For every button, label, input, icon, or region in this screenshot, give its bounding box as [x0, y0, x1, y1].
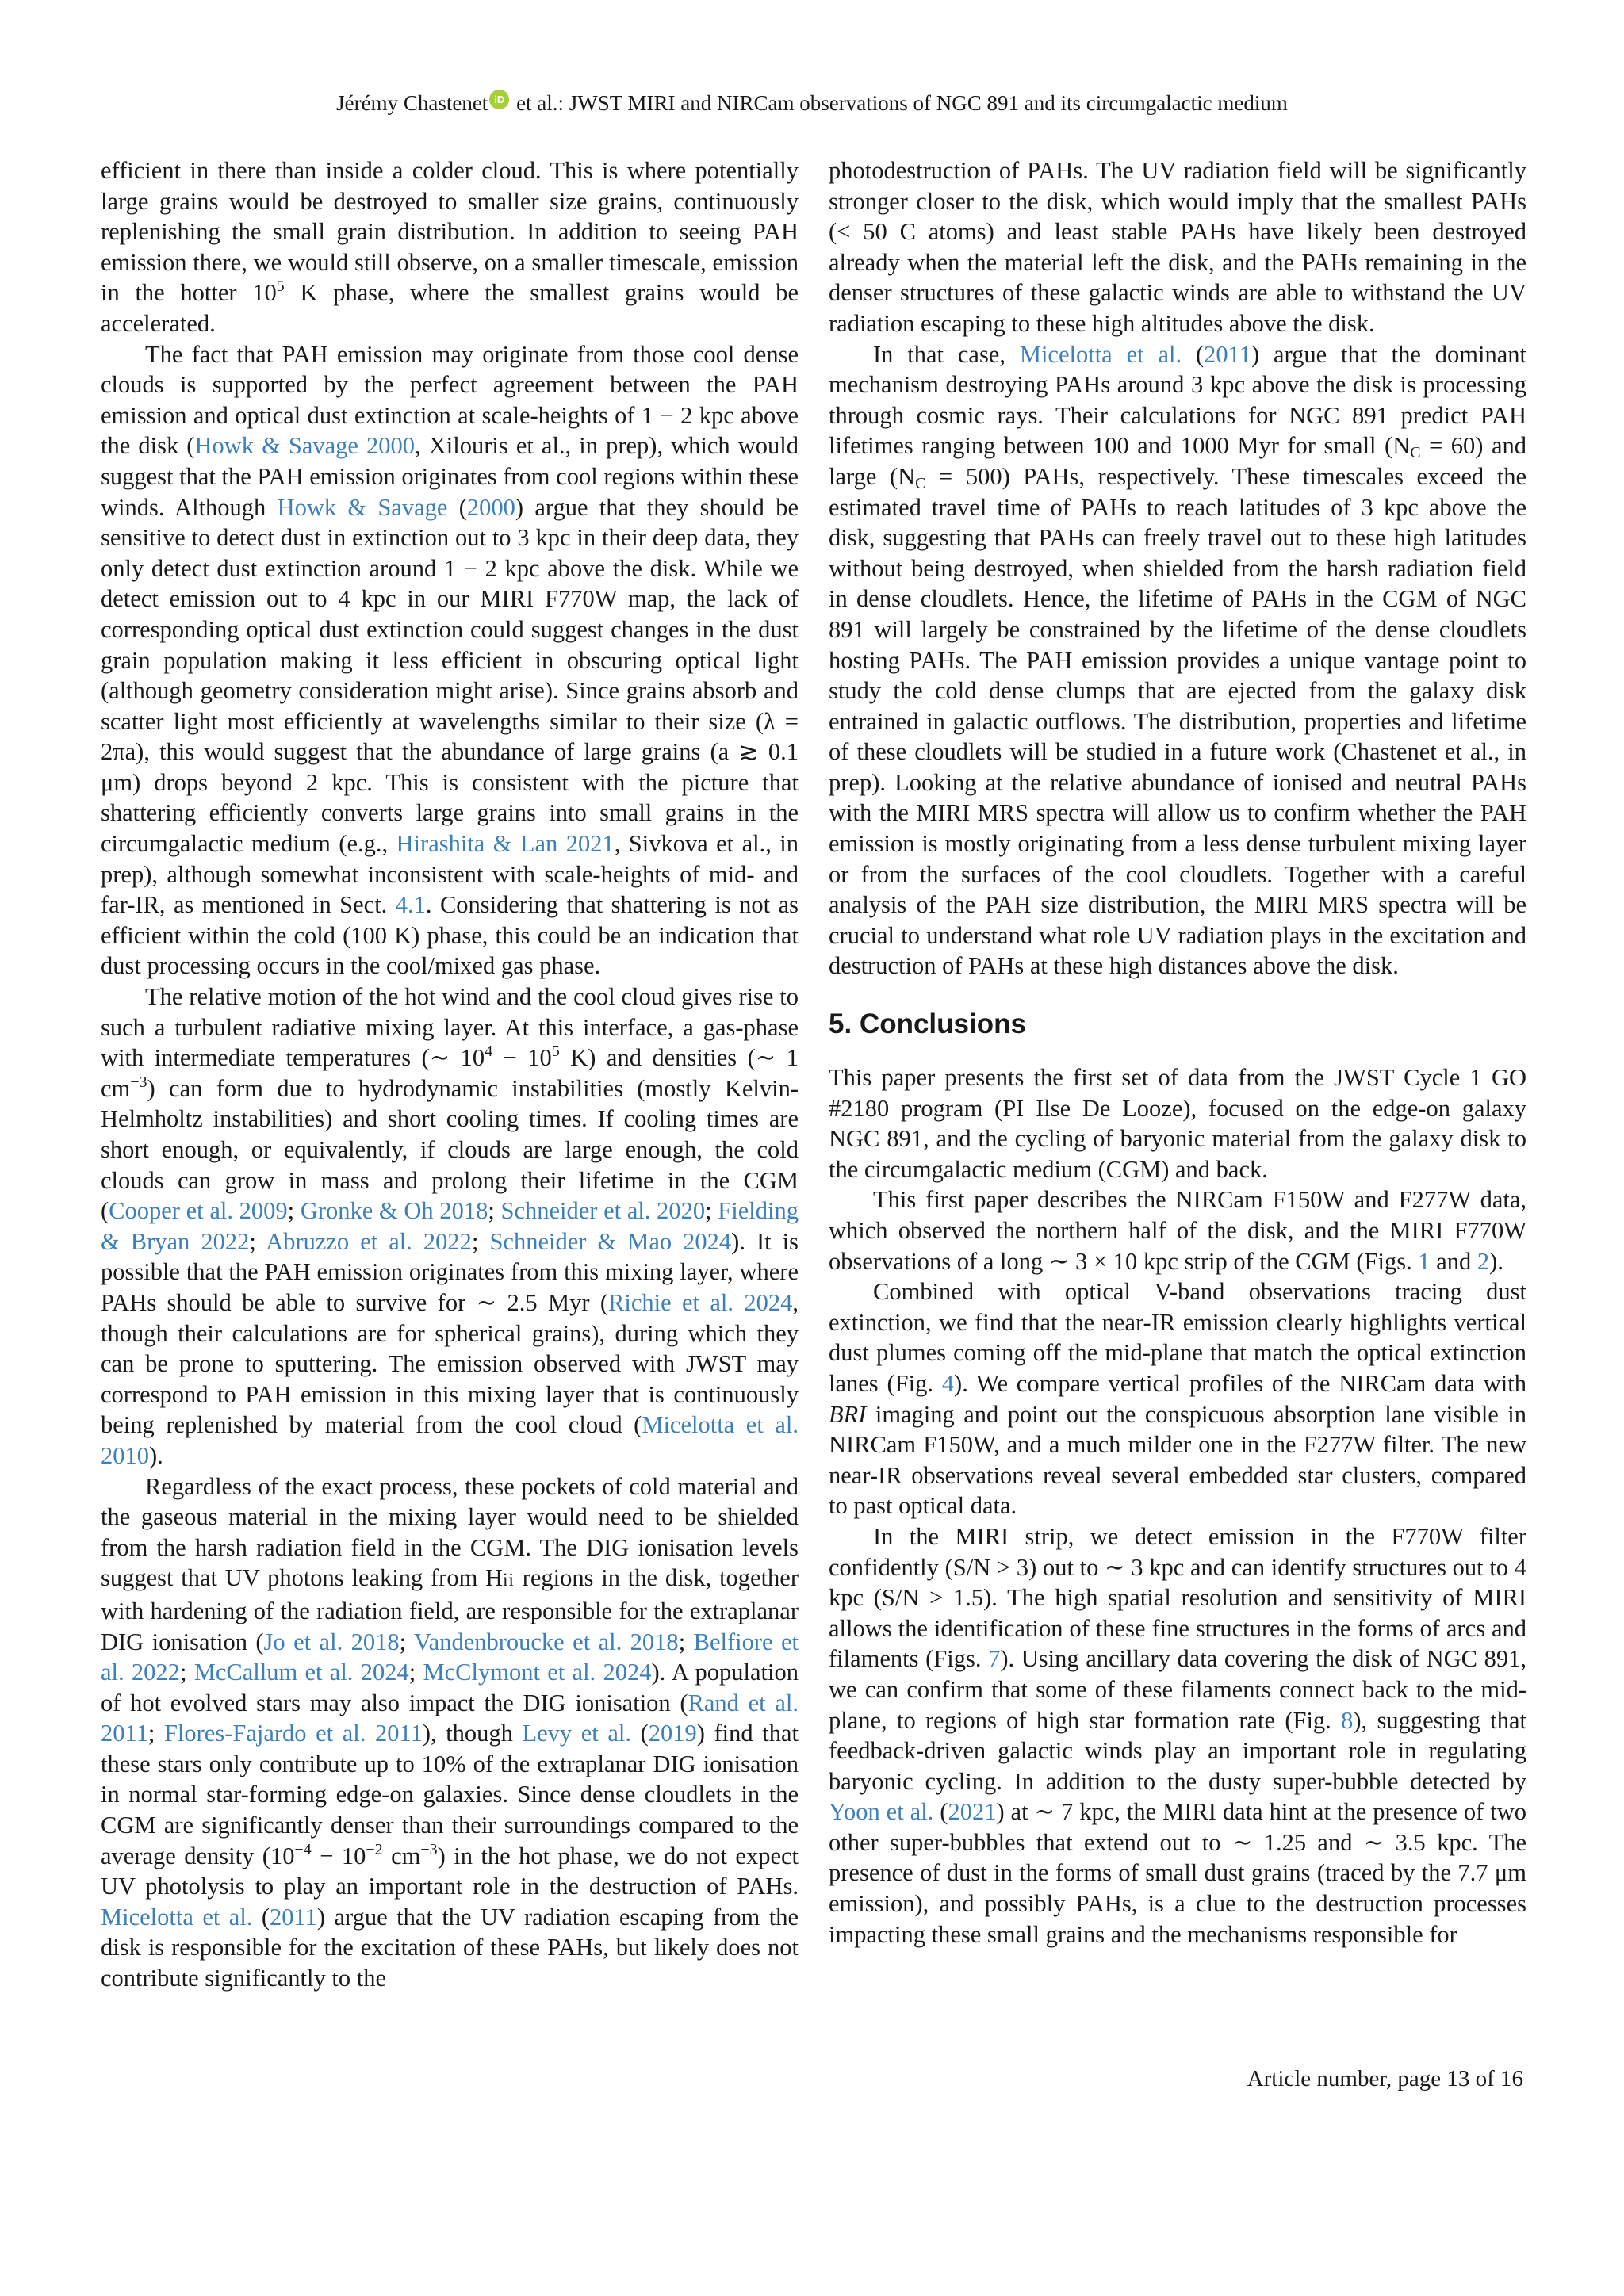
paragraph: The fact that PAH emission may originate from those cool dense clouds is supported by the perfect agreement between the PAH emission and optical dust extinction at scale-heights of 1 − 2 kpc above the disk (Howk & Savage 2000, Xilouris et al., in prep), which would suggest that the PAH emission originates from cool regions within these winds. Although Howk & Savage (2000) argue that they should be sensitive to detect dust in extinction out to 3 kpc in their deep data, they only detect dust extinction around 1 − 2 kpc above the disk. While we detect emission out to 4 kpc in our MIRI F770W map, the lack of corresponding optical dust extinction could suggest changes in the dust grain population making it less efficient in obscuring optical light (although geometry consideration might arise). Since grains absorb and scatter light most efficiently at wavelengths similar to their size (λ = 2πa), this would suggest that the abundance of large grains (a ≳ 0.1 μm) drops beyond 2 kpc. This is consistent with the picture that shattering efficiently converts large grains into small grains in the circumgalactic medium (e.g., Hirashita & Lan 2021, Sivkova et al., in prep), although somewhat inconsistent with scale-heights of mid- and far-IR, as mentioned in Sect. 4.1. Considering that shattering is not as efficient within the cold (100 K) phase, this could be an indication that dust processing occurs in the cool/mixed gas phase. [101, 340, 799, 980]
citation-link[interactable]: Schneider et al. 2020 [500, 1197, 706, 1225]
citation-link[interactable]: Richie et al. 2024 [608, 1288, 793, 1316]
header-title: et al.: JWST MIRI and NIRCam observations of NGC 891 and its circumgalactic medium [511, 91, 1288, 115]
citation-link[interactable]: Rand et al. 2011 [101, 1689, 799, 1747]
header-author: Jérémy Chastenet [336, 91, 488, 115]
paragraph: In that case, Micelotta et al. (2011) argue that the dominant mechanism destroying PAHs around 3 kpc above the disk is processing through cosmic rays. Their calculations for NGC 891 predict PAH lifetimes ranging between 100 and 1000 Myr for small $(N_C = 60)$ and large $(N_C = 500)$ PAHs, respectively. These timescales exceed the estimated travel time of PAHs to reach latitudes of 3 kpc above the disk, suggesting that PAHs can freely travel out to these high latitudes without being destroyed, when shielded from the harsh radiation field in dense cloudlets. Hence, the lifetime of PAHs in the CGM of NGC 891 will largely be constrained by the lifetime of the dense cloudlets hosting PAHs. The PAH emission provides a unique vantage point to study the cold dense clumps that are ejected from the galaxy disk entrained in galactic outflows. The distribution, properties and lifetime of these cloudlets will be studied in a future work (Chastenet et al., in prep). Looking at the relative abundance of ionised and neutral PAHs with the MIRI MRS spectra will allow us to confirm whether the PAH emission is mostly originating from a less dense turbulent mixing layer or from the surfaces of the cool cloudlets. Together with a careful analysis of the PAH size distribution, the MIRI MRS spectra will be crucial to understand what role UV radiation plays in the excitation and destruction of PAHs at these high distances above the disk. [829, 340, 1527, 980]
citation-link[interactable]: Schneider & Mao 2024 [489, 1227, 732, 1255]
citation-link[interactable]: Micelotta et al. [1019, 340, 1182, 368]
section-link[interactable]: 4.1 [395, 891, 426, 919]
figure-link[interactable]: 8 [1341, 1706, 1354, 1734]
citation-link[interactable]: Flores-Fajardo et al. 2011 [163, 1720, 423, 1747]
citation-link[interactable]: Jo et al. 2018 [263, 1628, 400, 1655]
figure-link[interactable]: 7 [988, 1645, 1001, 1673]
citation-link[interactable]: Micelotta et al. 2010 [101, 1411, 799, 1469]
section-heading: 5. Conclusions [829, 1008, 1026, 1040]
citation-link[interactable]: 2000 [466, 493, 515, 521]
citation-link[interactable]: 2011 [270, 1903, 317, 1931]
citation-link[interactable]: Fielding & Bryan 2022 [101, 1197, 799, 1255]
citation-link[interactable]: Howk & Savage [277, 493, 448, 521]
citation-link[interactable]: 2021 [948, 1798, 997, 1826]
paragraph: photodestruction of PAHs. The UV radiation field will be significantly stronger closer to the disk, which would imply that the smallest PAHs (< 50 C atoms) and least stable PAHs have likely been destroyed already when the material left the disk, and the PAHs remaining in the denser structures of these galactic winds are able to withstand the UV radiation escaping to these high altitudes above the disk. [829, 157, 1526, 337]
citation-link[interactable]: Howk & Savage 2000 [194, 432, 416, 460]
citation-link[interactable]: Micelotta et al. [101, 1903, 253, 1931]
left-column [101, 155, 799, 1994]
page-footer: Article number, page 13 of 16 [1247, 2066, 1523, 2091]
citation-link[interactable]: McClymont et al. 2024 [423, 1659, 652, 1686]
citation-link[interactable]: McCallum et al. 2024 [193, 1659, 409, 1686]
paragraph: Combined with optical V-band observations tracing dust extinction, we find that the near-IR emission clearly highlights vertical dust plumes coming off the mid-plane that match the optical extinction lanes (Fig. 4). We compare vertical profiles of the NIRCam data with BRI imaging and point out the conspicuous absorption lane visible in NIRCam F150W, and a much milder one in the F277W filter. The new near-IR observations reveal several embedded star clusters, compared to past optical data. [829, 1278, 1526, 1520]
citation-link[interactable]: 2011 [1204, 340, 1251, 368]
running-header [0, 89, 1624, 117]
paragraph: Regardless of the exact process, these pockets of cold material and the gaseous material in the mixing layer would need to be shielded from the harsh radiation field in the CGM. The DIG ionisation levels suggest that UV photons leaking from Hii regions in the disk, together with hardening of the radiation field, are responsible for the extraplanar DIG ionisation (Jo et al. 2018; Vandenbroucke et al. 2018; Belfiore et al. 2022; McCallum et al. 2024; McClymont et al. 2024). A population of hot evolved stars may also impact the DIG ionisation (Rand et al. 2011; Flores-Fajardo et al. 2011), though Levy et al. (2019) find that these stars only contribute up to 10% of the extraplanar DIG ionisation in normal star-forming edge-on galaxies. Since dense cloudlets in the CGM are significantly denser than their surroundings compared to the average density ($10^{-4} - 10^{-2}$ $cm^{-3}$) in the hot phase, we do not expect UV photolysis to play an important role in the destruction of PAHs. Micelotta et al. (2011) argue that the UV radiation escaping from the disk is responsible for the excitation of these PAHs, but likely does not contribute significantly to the [101, 1472, 799, 1992]
citation-link[interactable]: Yoon et al. [829, 1798, 934, 1826]
citation-link[interactable]: Gronke & Oh 2018 [300, 1197, 488, 1225]
citation-link[interactable]: 2019 [648, 1720, 697, 1747]
figure-link[interactable]: 1 [1418, 1247, 1431, 1275]
paragraph: This first paper describes the NIRCam F150W and F277W data, which observed the northern half of the disk, and the MIRI F770W observations of a long ∼ 3 × 10 kpc strip of the CGM (Figs. 1 and 2). [829, 1186, 1526, 1275]
right-column [829, 155, 1526, 1950]
paragraph: In the MIRI strip, we detect emission in the F770W filter confidently (S/N > 3) out to ∼ 3 kpc and can identify structures out to 4 kpc (S/N > 1.5). The high spatial resolution and sensitivity of MIRI allows the identification of these fine structures in the forms of arcs and filaments (Figs. 7). Using ancillary data covering the disk of NGC 891, we can confirm that some of these filaments connect back to the mid-plane, to regions of high star formation rate (Fig. 8), suggesting that feedback-driven galactic winds play an important role in regulating baryonic cycling. In addition to the dusty super-bubble detected by Yoon et al. (2021) at ∼ 7 kpc, the MIRI data hint at the presence of two other super-bubbles that extend out to ∼ 1.25 and ∼ 3.5 kpc. The presence of dust in the forms of small dust grains (traced by the 7.7 μm emission), and possibly PAHs, is a clue to the destruction processes impacting these small grains and the mechanisms responsible for [829, 1522, 1526, 1948]
figure-link[interactable]: 2 [1477, 1247, 1490, 1275]
citation-link[interactable]: Levy et al. [522, 1720, 632, 1747]
citation-link[interactable]: Hirashita & Lan 2021 [396, 830, 615, 858]
citation-link[interactable]: Cooper et al. 2009 [109, 1197, 288, 1225]
paragraph: The relative motion of the hot wind and the cool cloud gives rise to such a turbulent radiative mixing layer. At this interface, a gas-phase with intermediate temperatures (∼ $10^4 - 10^5$ K) and densities (∼ 1 $cm^{-3}$) can form due to hydrodynamic instabilities (mostly Kelvin-Helmholtz instabilities) and short cooling times. If cooling times are short enough, or equivalently, if clouds are large enough, the cold clouds can grow in mass and prolong their lifetime in the CGM (Cooper et al. 2009; Gronke & Oh 2018; Schneider et al. 2020; Fielding & Bryan 2022; Abruzzo et al. 2022; Schneider & Mao 2024). It is possible that the PAH emission originates from this mixing layer, where PAHs should be able to survive for ∼ 2.5 Myr (Richie et al. 2024, though their calculations are for spherical grains), during which they can be prone to sputtering. The emission observed with JWST may correspond to PAH emission in this mixing layer that is continuously being replenished by material from the cool cloud (Micelotta et al. 2010). [101, 983, 799, 1469]
paragraph: This paper presents the first set of data from the JWST Cycle 1 GO #2180 program (PI Ilse De Looze), focused on the edge-on galaxy NGC 891, and the cycling of baryonic material from the galaxy disk to the circumgalactic medium (CGM) and back. [829, 1064, 1526, 1183]
citation-link[interactable]: Abruzzo et al. 2022 [266, 1227, 472, 1255]
figure-link[interactable]: 4 [941, 1369, 955, 1397]
citation-link[interactable]: Belfiore et al. 2022 [101, 1628, 799, 1686]
paragraph: efficient in there than inside a colder cloud. This is where potentially large grains would be destroyed to smaller size grains, continuously replenishing the small grain distribution. In addition to seeing PAH emission there, we would still observe, on a smaller timescale, emission in the hotter $10^5$ K phase, where the smallest grains would be accelerated. [101, 157, 799, 337]
orcid-icon[interactable]: iD [489, 90, 509, 109]
citation-link[interactable]: Vandenbroucke et al. 2018 [414, 1628, 679, 1655]
